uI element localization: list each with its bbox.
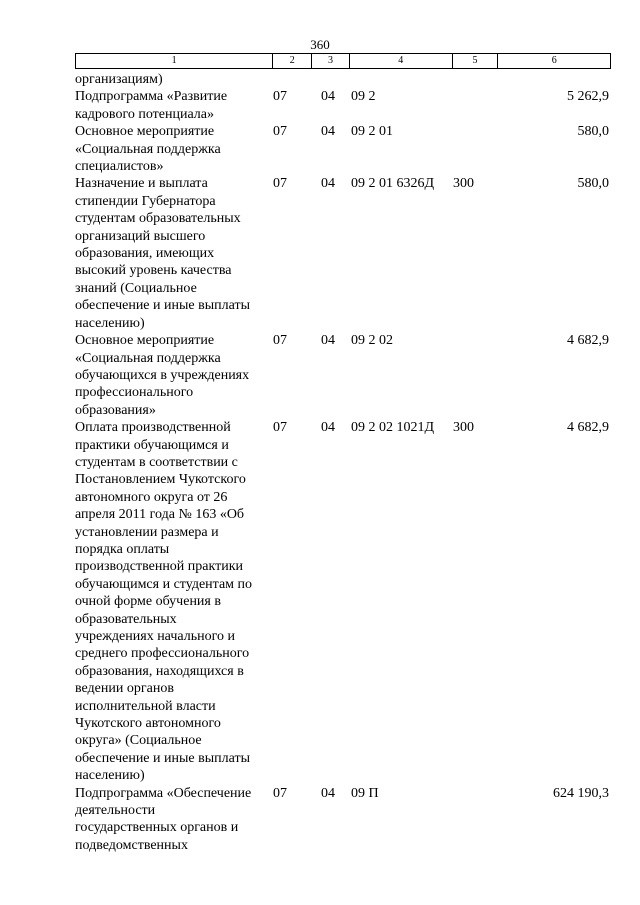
row-name-cell xyxy=(75,71,273,88)
row-cell-c3: 04 xyxy=(321,333,335,349)
row-name-line: профессионального xyxy=(75,385,194,401)
row-name-line: среднего профессионального xyxy=(75,646,250,662)
row-name-line: Назначение и выплата xyxy=(75,176,208,192)
table-header-row xyxy=(75,53,611,69)
header-col-6: 6 xyxy=(551,55,557,66)
row-cell-c6: 5 262,9 xyxy=(567,89,609,105)
row-name-cell xyxy=(75,419,273,785)
table-body xyxy=(75,71,611,854)
row-cell-c4: 09 2 01 xyxy=(351,124,393,140)
row-name-cell xyxy=(75,123,273,175)
row-name-line: «Социальная поддержка xyxy=(75,141,221,157)
row-cell-c6: 4 682,9 xyxy=(567,420,609,436)
row-name-line: обучающихся в учреждениях xyxy=(75,367,250,383)
row-name-line: «Социальная поддержка xyxy=(75,350,221,366)
table-row xyxy=(75,123,611,175)
table-row xyxy=(75,71,611,88)
row-name-cell xyxy=(75,785,273,855)
row-name-line: исполнительной власти xyxy=(75,698,216,714)
row-cell-c4: 09 2 xyxy=(351,89,376,105)
table-row xyxy=(75,88,611,123)
row-cell-c6: 580,0 xyxy=(577,176,609,192)
row-name-line: производственной практики xyxy=(75,559,244,575)
row-name-line: специалистов» xyxy=(75,159,164,175)
row-name-line: Чукотского автономного xyxy=(75,716,221,732)
row-cell-c4: 09 2 01 6326Д xyxy=(351,176,435,192)
row-name-line: образования, имеющих xyxy=(75,246,215,262)
row-cell-c5 xyxy=(453,332,499,419)
row-name-line: стипендии Губернатора xyxy=(75,193,216,209)
row-cell-c4 xyxy=(350,71,453,88)
row-name-line: студентам образовательных xyxy=(75,211,241,227)
row-cell-c5: 300 xyxy=(453,420,474,436)
row-name-line: апреля 2011 года № 163 «Об xyxy=(75,507,245,523)
page-number: 360 xyxy=(310,37,330,52)
row-cell-c3 xyxy=(312,71,350,88)
row-cell-c5 xyxy=(453,123,499,175)
row-cell-c6: 580,0 xyxy=(577,124,609,140)
header-col-5: 5 xyxy=(453,54,499,68)
row-name-cell xyxy=(75,332,273,419)
row-name-line: Подпрограмма «Развитие xyxy=(75,89,228,105)
header-col-3: 3 xyxy=(312,54,350,68)
row-name-line: Основное мероприятие xyxy=(75,333,215,349)
row-name-line: очной форме обучения в xyxy=(75,594,221,610)
row-cell-c5 xyxy=(453,785,499,855)
row-name-line: округа» (Социальное xyxy=(75,733,202,749)
row-name-line: студентам в соответствии с xyxy=(75,454,238,470)
row-cell-c4: 09 2 02 xyxy=(351,333,393,349)
row-name-line: организаций высшего xyxy=(75,228,206,244)
row-name-line: порядка оплаты xyxy=(75,541,170,557)
row-name-line: Подпрограмма «Обеспечение xyxy=(75,785,252,801)
row-name-line: высокий уровень качества xyxy=(75,263,232,279)
row-cell-c6: 624 190,3 xyxy=(553,785,609,801)
row-name-line: населению) xyxy=(75,768,145,784)
row-cell-c2: 07 xyxy=(273,420,287,436)
row-name-line: кадрового потенциала» xyxy=(75,106,214,122)
row-name-line: обеспечение и иные выплаты xyxy=(75,298,250,314)
row-name-line: автономного округа от 26 xyxy=(75,489,228,505)
row-cell-c2 xyxy=(273,71,312,88)
row-name-line: организациям) xyxy=(75,72,163,87)
header-col-1: 1 xyxy=(76,54,273,68)
row-cell-c4: 09 2 02 1021Д xyxy=(351,420,435,436)
row-name-line: ведении органов xyxy=(75,681,174,697)
row-cell-c6: 4 682,9 xyxy=(567,333,609,349)
row-name-line: обеспечение и иные выплаты xyxy=(75,750,250,766)
header-col-4: 4 xyxy=(350,54,453,68)
row-cell-c3: 04 xyxy=(321,124,335,140)
row-name-line: образования» xyxy=(75,402,156,418)
row-name-line: деятельности xyxy=(75,803,156,819)
row-name-line: государственных органов и xyxy=(75,820,239,836)
row-cell-c4: 09 П xyxy=(351,785,379,801)
table-row xyxy=(75,419,611,785)
row-cell-c2: 07 xyxy=(273,89,287,105)
table-row xyxy=(75,785,611,855)
row-name-line: Оплата производственной xyxy=(75,420,231,436)
table-row xyxy=(75,332,611,419)
row-name-line: Основное мероприятие xyxy=(75,124,215,140)
row-name-line: Постановлением Чукотского xyxy=(75,472,246,488)
row-cell-c3: 04 xyxy=(321,420,335,436)
row-cell-c3: 04 xyxy=(321,89,335,105)
row-cell-c3: 04 xyxy=(321,785,335,801)
row-cell-c3: 04 xyxy=(321,176,335,192)
table-row xyxy=(75,175,611,332)
header-col-2: 2 xyxy=(273,54,312,68)
row-cell-c5 xyxy=(453,71,499,88)
row-name-line: населению) xyxy=(75,315,145,331)
row-cell-c5: 300 xyxy=(453,176,474,192)
row-name-line: образовательных xyxy=(75,611,177,627)
row-name-line: практики обучающимся и xyxy=(75,437,229,453)
row-cell-c6 xyxy=(499,71,611,88)
row-name-line: установлении размера и xyxy=(75,524,219,540)
row-cell-c2: 07 xyxy=(273,176,287,192)
row-name-line: подведомственных xyxy=(75,837,188,853)
row-name-line: знаний (Социальное xyxy=(75,280,197,296)
row-cell-c5 xyxy=(453,88,499,123)
row-cell-c2: 07 xyxy=(273,124,287,140)
row-name-cell xyxy=(75,175,273,332)
row-cell-c2: 07 xyxy=(273,333,287,349)
row-cell-c2: 07 xyxy=(273,785,287,801)
row-name-line: учреждениях начального и xyxy=(75,629,235,644)
row-name-cell xyxy=(75,88,273,123)
row-name-line: образования, находящихся в xyxy=(75,663,244,679)
row-name-line: обучающимся и студентам по xyxy=(75,576,253,592)
